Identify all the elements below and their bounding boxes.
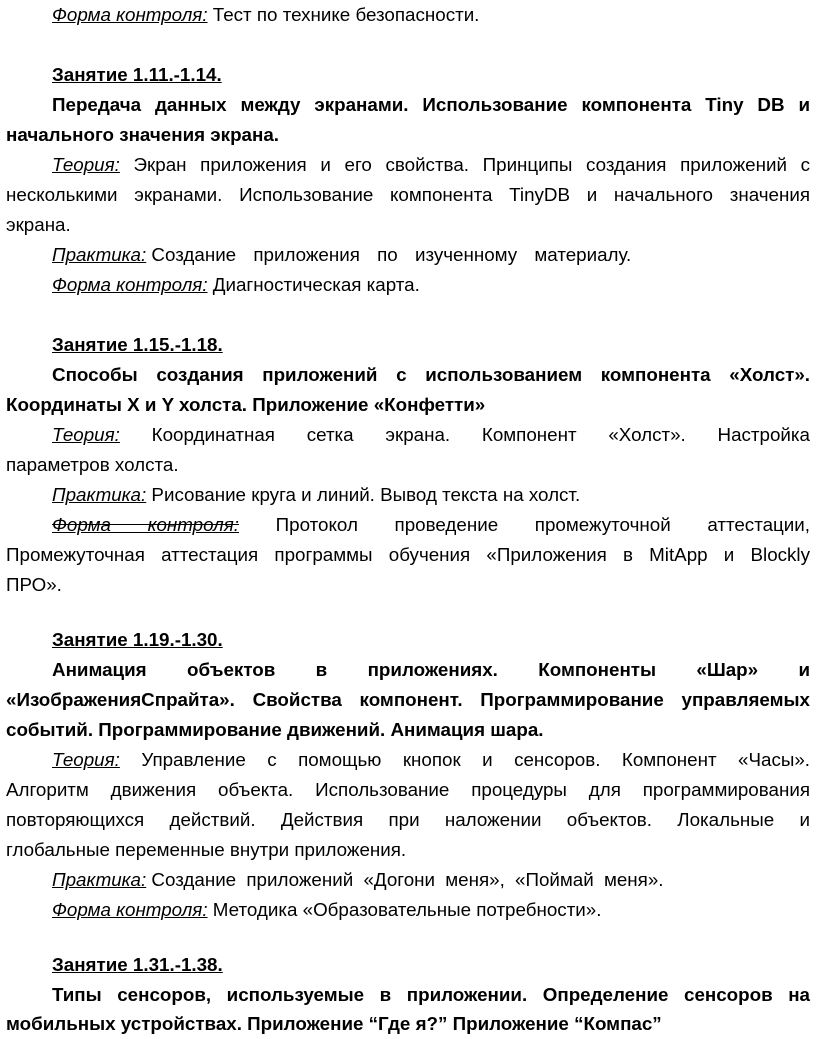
control-form-line: ПРО». [6, 574, 62, 595]
lesson-header [6, 625, 810, 655]
theory-line: глобальные переменные внутри приложения. [6, 839, 407, 860]
theory-line: несколькими экранами. Использование компонента TinyDB и начального значения [6, 184, 810, 205]
lesson-title-line: событий. Программирование движений. Анимация шара. [6, 719, 544, 740]
practice-label: Практика: [52, 244, 147, 265]
theory-line: повторяющихся действий. Действия при наложении объектов. Локальные и [6, 809, 810, 830]
lesson-title-line: начального значения экрана. [6, 124, 279, 145]
lesson-title-line: мобильных устройствах. Приложение “Где я?” Приложение “Компас” [6, 1013, 662, 1034]
control-form-line [6, 510, 810, 540]
lesson-header-text: Занятие 1.31.-1.38. [52, 954, 223, 975]
theory-label: Теория: [52, 424, 120, 445]
lesson-header-text: Занятие 1.15.-1.18. [52, 334, 223, 355]
theory-line: параметров холста. [6, 454, 179, 475]
control-form-label: Форма контроля: [52, 899, 208, 920]
control-form-text: Тест по технике безопасности. [212, 4, 480, 25]
theory-line: Алгоритм движения объекта. Использование процедуры для программирования [6, 779, 810, 800]
theory-line: экрана. [6, 214, 71, 235]
control-form-line [6, 0, 810, 30]
lesson-header [6, 330, 810, 360]
lesson-title-line: Типы сенсоров, используемые в приложении. Определение сенсоров на [52, 984, 810, 1005]
control-form-label: Форма контроля: [52, 4, 208, 25]
theory-text: Управление с помощью кнопок и сенсоров. Компонент «Часы». [141, 749, 811, 770]
theory-label: Теория: [52, 154, 120, 175]
practice-label: Практика: [52, 869, 147, 890]
theory-line [6, 745, 810, 775]
practice-line [6, 480, 810, 510]
control-form-text: Методика «Образовательные потребности». [212, 899, 602, 920]
control-form-line [6, 895, 810, 925]
theory-text: Координатная сетка экрана. Компонент «Холст». Настройка [151, 424, 810, 445]
control-form-text: Диагностическая карта. [212, 274, 420, 295]
lesson-header [6, 60, 810, 90]
lesson-header-text: Занятие 1.11.-1.14. [52, 64, 222, 85]
lesson-header [6, 950, 810, 980]
lesson-title-line: Передача данных между экранами. Использование компонента Tiny DB и [52, 94, 810, 115]
practice-label: Практика: [52, 484, 147, 505]
practice-text: Создание приложений «Догони меня», «Поймай меня». [151, 869, 664, 890]
control-form-text: Протокол проведение промежуточной аттестации, [275, 514, 810, 535]
theory-text: Экран приложения и его свойства. Принципы создания приложений с [133, 154, 811, 175]
practice-text: Рисование круга и линий. Вывод текста на холст. [151, 484, 581, 505]
control-form-label: Форма контроля: [52, 274, 208, 295]
theory-line [6, 420, 810, 450]
control-form-line [6, 270, 810, 300]
practice-line [6, 240, 706, 270]
control-form-line: Промежуточная аттестация программы обучения «Приложения в MitApp и Blockly [6, 544, 810, 565]
lesson-title-line: Анимация объектов в приложениях. Компоненты «Шар» и [52, 659, 810, 680]
lesson-title-line: «ИзображенияСпрайта». Свойства компонент. Программирование управляемых [6, 689, 810, 710]
theory-line [6, 150, 810, 180]
lesson-title-line: Координаты X и Y холста. Приложение «Конфетти» [6, 394, 486, 415]
lesson-header-text: Занятие 1.19.-1.30. [52, 629, 223, 650]
lesson-title-line: Способы создания приложений с использованием компонента «Холст». [52, 364, 810, 385]
control-form-label: Форма контроля: [52, 514, 239, 535]
practice-text: Создание приложения по изученному материалу. [151, 244, 632, 265]
practice-line [6, 865, 810, 895]
theory-label: Теория: [52, 749, 120, 770]
